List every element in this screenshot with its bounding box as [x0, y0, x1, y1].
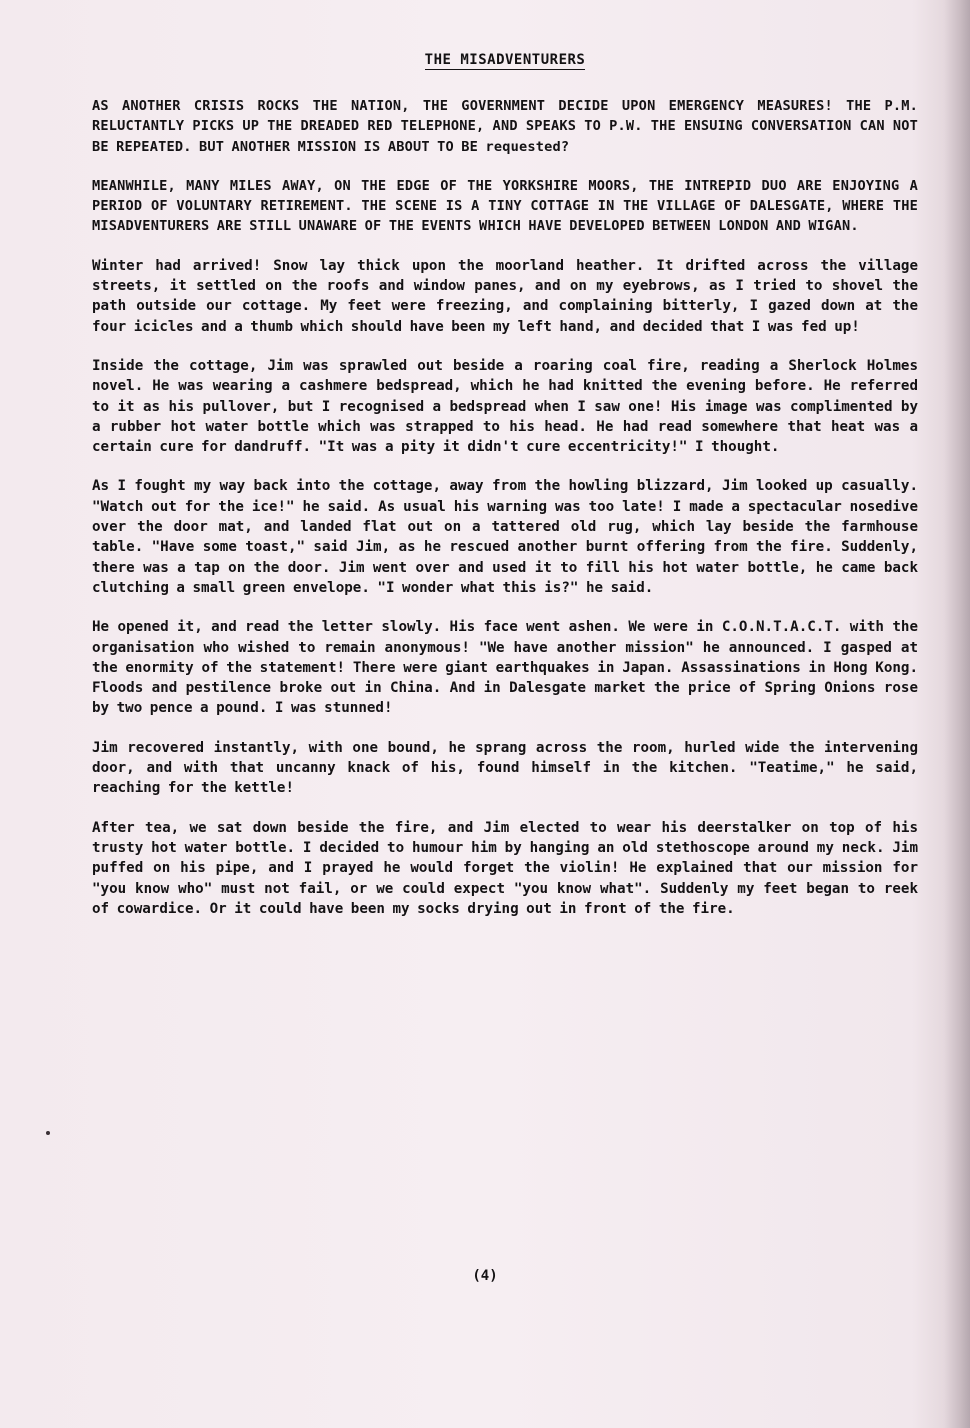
intro-paragraph-1: AS ANOTHER CRISIS ROCKS THE NATION, THE GOVERNMENT DECIDE UPON EMERGENCY MEASURES! THE P.M. RELUCTANTLY PICKS UP THE DREADED RED TELEPHONE, AND SPEAKS TO P.W. THE ENSUING CONVERSATION CAN NOT BE REPEATED. BUT ANOTHER MISSION IS ABOUT TO BE requested?	[92, 98, 918, 155]
story-paragraph-6: After tea, we sat down beside the fire, and Jim elected to wear his deerstalker on top of his trusty hot water bottle. I decided to humour him by hanging an old stethoscope around my neck. Jim puffed on his pipe, and I prayed he would forget the violin! He explained that our mission for "you know who" must not fail, or we could expect "you know what". Suddenly my feet began to reek of cowardice. Or it could have been my socks drying out in front of the fire.	[92, 819, 918, 917]
story-paragraph-4: He opened it, and read the letter slowly. His face went ashen. We were in C.O.N.T.A.C.T. with the organisation who wished to remain anonymous! "We have another mission" he announced. I gasped at the enormity of the statement! There were giant earthquakes in Japan. Assassinations in Hong Kong. Floods and pestilence broke out in China. And in Dalesgate market the price of Spring Onions rose by two pence a pound. I was stunned!	[92, 619, 918, 717]
page-spine-shadow	[944, 0, 970, 1428]
intro-paragraph-2: MEANWHILE, MANY MILES AWAY, ON THE EDGE OF THE YORKSHIRE MOORS, THE INTREPID DUO ARE ENJOYING A PERIOD OF VOLUNTARY RETIREMENT. THE SCENE IS A TINY COTTAGE IN THE VILLAGE OF DALESGATE, WHERE THE MISADVENTURERS ARE STILL UNAWARE OF THE EVENTS WHICH HAVE DEVELOPED BETWEEN LONDON AND WIGAN.	[92, 177, 918, 235]
page-number: (4)	[472, 1268, 498, 1284]
article-body	[92, 50, 918, 938]
story-paragraph-1: Winter had arrived! Snow lay thick upon the moorland heather. It drifted across the village streets, it settled on the roofs and window panes, and on my eyebrows, as I tried to shovel the path outside our cottage. My feet were freezing, and complaining bitterly, I gazed down at the four icicles and a thumb which should have been my left hand, and decided that I was fed up!	[92, 257, 918, 335]
article-title-text: THE MISADVENTURERS	[424, 52, 586, 68]
ink-speck	[46, 1131, 50, 1135]
story-paragraph-2: Inside the cottage, Jim was sprawled out beside a roaring coal fire, reading a Sherlock Holmes novel. He was wearing a cashmere bedspread, which he had knitted the evening before. He referred to it as his pullover, but I recognised a bedspread when I saw one! His image was complimented by a rubber hot water bottle which was strapped to his head. He had read somewhere that heat was a certain cure for dandruff. "It was a pity it didn't cure eccentricity!" I thought.	[92, 357, 918, 456]
story-paragraph-3: As I fought my way back into the cottage, away from the howling blizzard, Jim looked up casually. "Watch out for the ice!" he said. As usual his warning was too late! I made a spectacular nosedive over the door mat, and landed flat out on a tattered old rug, which lay beside the farmhouse table. "Have some toast," said Jim, as he rescued another burnt offering from the fire. Suddenly, there was a tap on the door. Jim went over and used it to fill his hot water bottle, he came back clutching a small green envelope. "I wonder what this is?" he said.	[92, 478, 918, 596]
story-paragraph-5: Jim recovered instantly, with one bound, he sprang across the room, hurled wide the intervening door, and with that uncanny knack of his, found himself in the kitchen. "Teatime," he said, reaching for the kettle!	[92, 739, 918, 797]
article-title	[92, 50, 918, 70]
